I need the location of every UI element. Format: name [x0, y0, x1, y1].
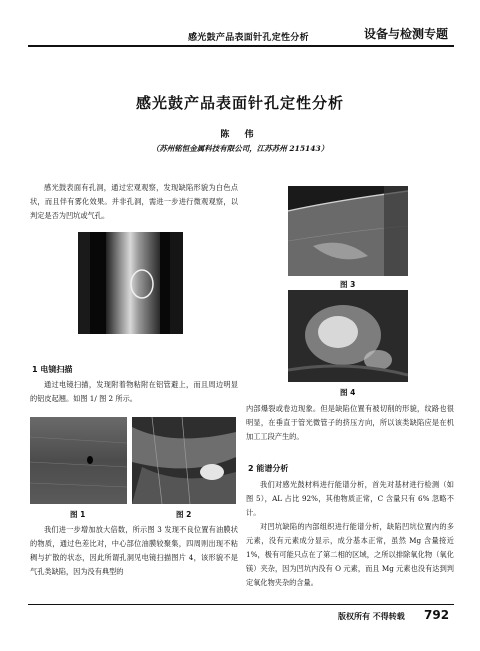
- page-number: 792: [424, 608, 450, 622]
- sem-figure-4: [288, 290, 408, 382]
- section2-heading: 2 能谱分析: [248, 464, 289, 473]
- copyright-notice: 版权所有 不得转载: [338, 612, 405, 621]
- section1-paragraph: 通过电镜扫描，发现附着物粘附在铝管避上，而且周边明显的铝皮起翘。如图 1/ 图 2 所示。: [30, 380, 238, 403]
- drum-photo: [78, 232, 183, 334]
- article-title: 感光鼓产品表面针孔定性分析: [135, 94, 344, 112]
- intro-paragraph: 感光鼓表面有孔洞，通过宏观观察，发现缺陷形貌为白色点状，而且伴有雾化效果。并非孔洞，需进一步进行微观观察，以判定是否为凹坑或气孔。: [30, 183, 238, 220]
- page-header: [0, 22, 480, 46]
- section2-paragraph-1: 我们对感光鼓材料进行能谱分析，首先对基材进行检测（如图 5），AL 占比 92%，其他物质正常，C 含量只有 6% 忽略不计。: [246, 480, 454, 517]
- fig2-caption: 图 2: [176, 510, 192, 519]
- footer-rule: [28, 604, 454, 605]
- fig3-caption: 图 3: [340, 280, 356, 289]
- left-bottom-paragraph: 我们进一步增加放大倍数，所示图 3 发现不良位置有油膜状的物质，通过色差比对，中心部位油膜较聚集，四周则出现不粘稠与扩散的状态，因此所谓孔洞见电镜扫描图片 4，该形貌不是气孔类缺陷，因为没有典型的: [30, 525, 238, 576]
- sem-figure-1: [30, 417, 127, 504]
- fig4-caption: 图 4: [340, 388, 356, 397]
- column-name: 设备与检测专题: [363, 27, 448, 41]
- running-title: 感光鼓产品表面针孔定性分析: [188, 33, 309, 43]
- right-top-paragraph: 内部爆裂或卷边现象。但是缺陷位置有被切削的形貌，纹路也很明显，在垂直于管光微管子的挤压方向，所以该类缺陷应是在机加工工段产生的。: [246, 404, 454, 441]
- article-author: 陈 伟: [220, 130, 260, 140]
- fig1-caption: 图 1: [70, 510, 86, 519]
- header-rule: [28, 45, 454, 47]
- section1-heading: 1 电镜扫描: [32, 365, 73, 374]
- sem-figure-2: [132, 417, 236, 504]
- article-affiliation: （苏州铭恒金属科技有限公司，江苏苏州 215143）: [151, 144, 329, 153]
- sem-figure-3: [288, 186, 408, 276]
- section2-paragraph-2: 对凹坑缺陷的内部组织进行能谱分析，缺陷凹坑位置内的多元素，没有元素成分显示，成分基本正常，虽然 Mg 含量接近 1%，极有可能只点在了第二相的区域，之所以排除氧化物（氧化镁）夹杂，因为凹坑内没有 O 元素，而且 Mg 元素也没有达到判定氧化物夹杂的含量。: [246, 522, 454, 587]
